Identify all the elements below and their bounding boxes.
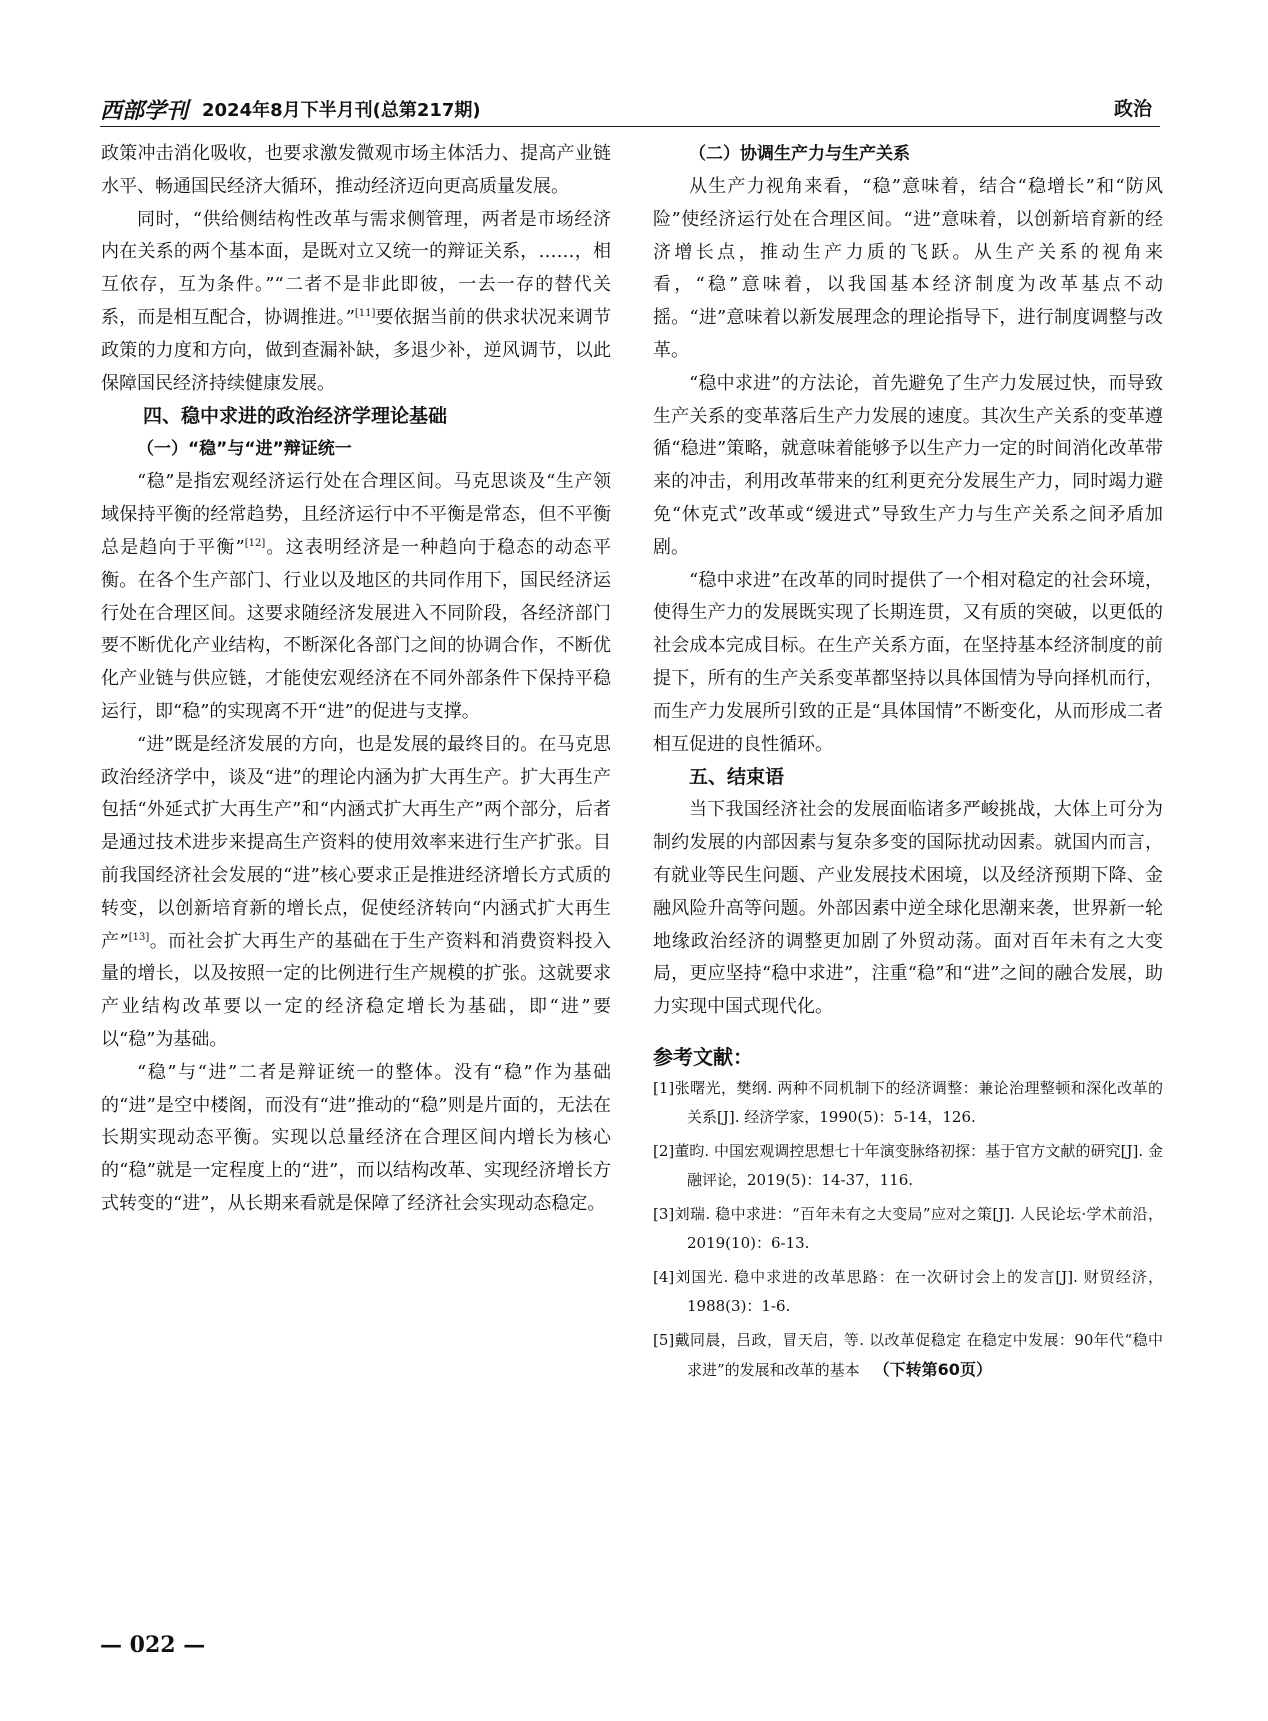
page-number: — 022 — — [100, 1632, 206, 1658]
text-span: 同时，“供给侧结构性改革与需求侧管理，两者是市场经济内在关系的两个基本面，是既对立又统一的辩证关系，……，相互依存，互为条件。”“二者不是非此即彼，一去一存的替代关系，而是相互配合，协调推进。” — [101, 208, 611, 328]
reference-item: [3]刘瑞. 稳中求进：“百年未有之大变局”应对之策[J]. 人民论坛·学术前沿，2019(10)：6-13. — [653, 1204, 1163, 1253]
paragraph-conclusion: 当下我国经济社会的发展面临诸多严峻挑战，大体上可分为制约发展的内部因素与复杂多变的国际扰动因素。就国内而言，有就业等民生问题、产业发展技术困境，以及经济预期下降、金融风险升高等问题。外部因素中逆全球化思潮来袭，世界新一轮地缘政治经济的调整更加剧了外贸动荡。面对百年未有之大变局，更应坚持“稳中求进”，注重“稳”和“进”之间的融合发展，助力实现中国式现代化。 — [653, 799, 1163, 1018]
left-column — [101, 138, 611, 1221]
text-span: 。这表明经济是一种趋向于稳态的动态平衡。在各个生产部门、行业以及地区的共同作用下，国民经济运行处在合理区间。这要求随经济发展进入不同阶段，各经济部门要不断优化产业结构，不断深化各部门之间的协调合作，不断优化产业链与供应链，才能使宏观经济在不同外部条件下保持平稳运行，即“稳”的实现离不开“进”的促进与支撑。 — [101, 536, 612, 722]
issue-info: 2024年8月下半月刊(总第217期) — [202, 100, 481, 121]
text-span: [5]戴同晨，吕政，冒天启，等. 以改革促稳定 在稳定中发展：90年代“稳中求进”的发展和改革的基本 — [653, 1330, 1163, 1380]
subsection-heading-4-2: （二）协调生产力与生产关系 — [689, 144, 910, 164]
paragraph-jin — [101, 729, 611, 1057]
references-list — [653, 1074, 1163, 1386]
text-span: “进”既是经济发展的方向，也是发展的最终目的。在马克思政治经济学中，谈及“进”的理论内涵为扩大再生产。扩大再生产包括“外延式扩大再生产”和“内涵式扩大再生产”两个部分，后者是通过技术进步来提高生产资料的使用效率来进行生产扩张。目前我国经济社会发展的“进”核心要求正是推进经济增长方式质的转变，以创新培育新的增长点，促使经济转向“内涵式扩大再生产” — [101, 733, 611, 952]
reference-item: [2]董昀. 中国宏观调控思想七十年演变脉络初探：基于官方文献的研究[J]. 金融评论，2019(5)：14-37，116. — [653, 1141, 1163, 1190]
continued-note: （下转第60页） — [873, 1360, 992, 1380]
text-span: 要依据当前的供求状况来调节政策的力度和方向，做到查漏补缺，多退少补，逆风调节，以此保障国民经济持续健康发展。 — [101, 306, 612, 394]
references-title: 参考文献： — [653, 1044, 753, 1069]
paragraph-shengchanli: 从生产力视角来看，“稳”意味着，结合“稳增长”和“防风险”使经济运行处在合理区间。“进”意味着，以创新培育新的经济增长点，推动生产力质的飞跃。从生产关系的视角来看，“稳”意味着，以我国基本经济制度为改革基点不动摇。“进”意味着以新发展理念的理论指导下，进行制度调整与改革。 — [653, 176, 1163, 361]
section-label: 政治 — [1113, 98, 1152, 120]
reference-item: [4]刘国光. 稳中求进的改革思路：在一次研讨会上的发言[J]. 财贸经济，1988(3)：1-6. — [653, 1267, 1163, 1316]
paragraph-fangfa: “稳中求进”的方法论，首先避免了生产力发展过快，而导致生产关系的变革落后生产力发展的速度。其次生产关系的变革遵循“稳进”策略，就意味着能够予以生产力一定的时间消化改革带来的冲击，利用改革带来的红利更充分发展生产力，同时竭力避免“休克式”改革或“缓进式”导致生产力与生产关系之间矛盾加剧。 — [653, 372, 1163, 558]
text-span: “稳”是指宏观经济运行处在合理区间。马克思谈及“生产领域保持平衡的经常趋势，且经济运行中不平衡是常态，但不平衡总是趋向于平衡” — [101, 471, 611, 558]
right-column — [653, 138, 1163, 1390]
citation-12: [12] — [244, 537, 266, 549]
reference-item — [653, 1326, 1163, 1386]
paragraph-wen — [101, 466, 611, 728]
reference-item: [1]张曙光，樊纲. 两种不同机制下的经济调整：兼论治理整顿和深化改革的关系[J]. 经济学家，1990(5)：5-14，126. — [653, 1078, 1163, 1127]
paragraph-tongyi: “稳”与“进”二者是辩证统一的整体。没有“稳”作为基础的“进”是空中楼阁，而没有“进”推动的“稳”则是片面的，无法在长期实现动态平衡。实现以总量经济在合理区间内增长为核心的“稳”就是一定程度上的“进”，而以结构改革、实现经济增长方式转变的“进”，从长期来看就是保障了经济社会实现动态稳定。 — [101, 1061, 611, 1214]
text-span: 。而社会扩大再生产的基础在于生产资料和消费资料投入量的增长，以及按照一定的比例进行生产规模的扩张。这就要求产业结构改革要以一定的经济稳定增长为基础，即“进”要以“稳”为基础。 — [101, 930, 612, 1050]
paragraph-huanjing: “稳中求进”在改革的同时提供了一个相对稳定的社会环境，使得生产力的发展既实现了长期连贯，又有质的突破，以更低的社会成本完成目标。在生产关系方面，在坚持基本经济制度的前提下，所有的生产关系变革都坚持以具体国情为导向择机而行，而生产力发展所引致的正是“具体国情”不断变化，从而形成二者相互促进的良性循环。 — [653, 569, 1163, 755]
subsection-heading-4-1: （一）“稳”与“进”辩证统一 — [137, 439, 352, 460]
citation-11: [11] — [354, 307, 376, 319]
citation-13: [13] — [128, 931, 150, 943]
section-heading-4: 四、稳中求进的政治经济学理论基础 — [143, 405, 448, 428]
section-heading-5: 五、结束语 — [689, 766, 785, 789]
paragraph-continued: 政策冲击消化吸收，也要求激发微观市场主体活力、提高产业链水平、畅通国民经济大循环，推动经济迈向更高质量发展。 — [101, 143, 611, 197]
paragraph-tongshi — [101, 204, 611, 401]
header-rule — [100, 126, 1160, 127]
journal-logo: 西部学刊 — [100, 98, 189, 124]
